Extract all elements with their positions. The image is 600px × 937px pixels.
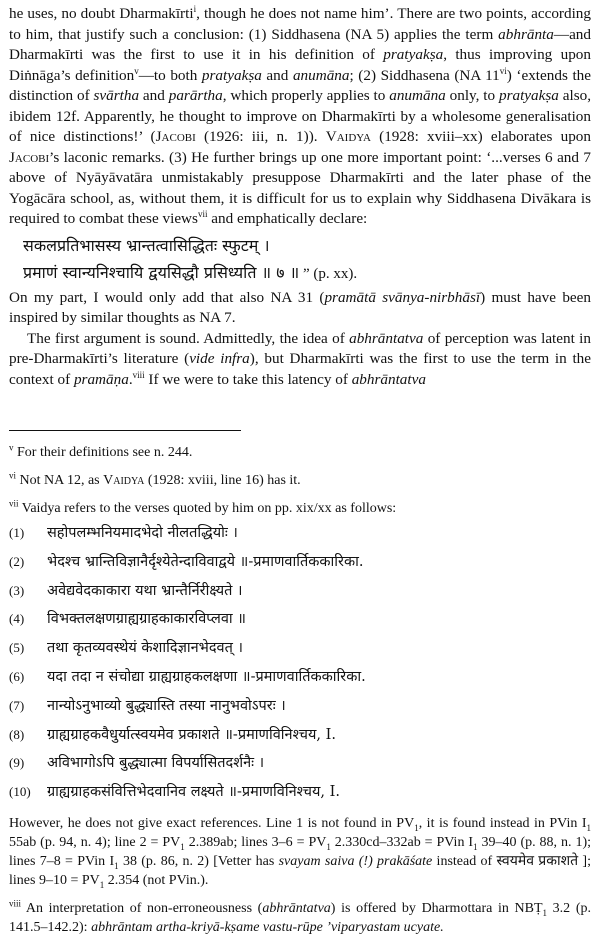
text-segment: and — [261, 66, 293, 84]
text-segment: anumāna — [292, 66, 350, 84]
text-segment: instead of — [432, 853, 497, 869]
text-segment: 3.2 (p. 141.5–142.2): — [9, 900, 592, 935]
text-segment: 55ab (p. 94, n. 4); line 2 = PV — [9, 834, 181, 850]
text-segment: ; (2) Siddhasena (NA 11 — [349, 66, 500, 84]
text-segment: abhrāntatva — [349, 329, 424, 347]
text-segment: Not NA 12, as — [16, 473, 104, 488]
verse-row — [9, 551, 591, 580]
text-segment: Vaidya refers to the verses quoted by him on pp. xix/xx as follows: — [18, 501, 397, 516]
verse-text: भेदश्च भ्रान्तिविज्ञानैर्दृश्येतेन्दाविवाद्वये ॥ — [47, 553, 249, 570]
verse-text: ग्राह्यग्राहकवैधुर्यात्स्वयमेव प्रकाशते ॥ — [47, 726, 233, 743]
verse-row — [9, 781, 591, 810]
text-segment: v — [9, 442, 14, 453]
text-segment: parārtha — [168, 87, 223, 104]
text-segment: (1928: xviii, line 16) has it. — [144, 473, 301, 488]
text-segment: —to both — [138, 66, 202, 84]
text-segment: . — [128, 370, 133, 388]
verse-number: (2) — [9, 553, 25, 569]
text-segment: svayam saiva (!) prakāśate — [278, 853, 433, 869]
verse-text: अविभागोऽपि बुद्ध्यात्मा विपर्यासितदर्शनैः । — [47, 755, 265, 772]
text-segment: An interpretation of non-erroneousness ( — [21, 900, 263, 916]
body-paragraph-1 — [9, 4, 591, 230]
footnote-viii — [9, 899, 591, 937]
verse-number: (9) — [9, 755, 25, 771]
text-segment: vi — [499, 65, 507, 76]
verse-number: (7) — [9, 697, 25, 713]
text-segment: 1 — [542, 907, 548, 918]
verse-text: नान्योऽनुभाव्यो बुद्ध्यास्ति तस्या नानुभवोऽपरः । — [47, 697, 286, 714]
text-segment: The first argument is sound. Admittedly, the idea of — [27, 329, 350, 347]
text-segment: Vaidya — [103, 473, 145, 488]
text-segment: vi — [9, 470, 17, 481]
text-segment: vii — [197, 208, 208, 219]
text-segment: i — [193, 3, 197, 14]
verse-text: सहोपलम्भनियमादभेदो नीलतद्धियोः । — [47, 525, 238, 541]
verse-number: (5) — [9, 640, 25, 656]
text-segment: Jacobi — [155, 128, 196, 145]
text-segment: If we were to take this latency of — [144, 370, 352, 388]
verse-source: -प्रमाणवार्तिककारिका. — [250, 668, 366, 685]
text-segment: v — [134, 65, 139, 76]
text-segment: svārtha — [93, 87, 140, 104]
verse-row — [9, 752, 591, 781]
verse-row — [9, 608, 591, 637]
text-segment: pratyakṣa — [498, 87, 559, 104]
text-segment: abhrāntatva — [262, 900, 331, 916]
text-segment: ) must have been inspired by similar thoughts as NA 7. — [9, 288, 592, 326]
text-segment: pramāṇa — [73, 370, 129, 388]
text-segment: ) is offered by Dharmottara in NBṬ — [330, 900, 543, 916]
text-segment: abhrāntatva — [351, 370, 426, 388]
body-paragraph-3 — [9, 329, 591, 391]
verse-text: अवेद्यवेदकाकारा यथा भ्रान्तैर्निरीक्ष्यते । — [47, 582, 243, 599]
text-segment: , it is found instead in PVin I — [418, 815, 587, 831]
text-segment: viii — [9, 898, 22, 909]
text-segment: 1 — [326, 841, 331, 852]
text-segment: 1 — [586, 822, 591, 833]
text-segment: On my part, I would only add that also NA 31 ( — [9, 288, 325, 306]
text-segment: 1 — [414, 822, 419, 833]
text-segment: ) ‘extends the distinction of — [9, 66, 591, 104]
verse-row — [9, 580, 591, 609]
footnote-separator — [9, 430, 241, 431]
text-segment: only, to — [445, 87, 499, 104]
text-segment: abhrānta — [498, 25, 554, 43]
text-segment: 1 — [180, 841, 185, 852]
verse-source: -प्रमाणविनिश्चय, I. — [236, 784, 340, 801]
text-segment: , which properly applies to — [222, 87, 390, 104]
text-segment: (1928: xviii–xx) elaborates upon — [370, 128, 591, 145]
page — [9, 4, 591, 937]
text-segment: viii — [132, 369, 145, 380]
footnote-v — [9, 443, 591, 462]
text-segment: abhrāntam artha-kriyā-kṣame vastu-rūpe ’viparyastam ucyate. — [91, 919, 444, 935]
text-segment: However, he does not give exact references. Line 1 is not found in PV — [9, 815, 415, 831]
text-segment: anumāna — [389, 87, 446, 104]
text-segment: 2.354 (not PVin.). — [104, 872, 209, 888]
text-segment: and emphatically declare: — [207, 210, 368, 227]
text-segment: and — [139, 87, 169, 104]
text-segment: of perception was latent in pre-Dharmakīrti’s literature ( — [9, 329, 591, 367]
verse-source: -प्रमाणविनिश्चय, I. — [232, 726, 336, 743]
text-segment: , thus improving upon Diṅnāga’s definition — [9, 46, 591, 84]
verse-number: (1) — [9, 525, 25, 540]
text-segment: he uses, no doubt Dharmakīrti — [9, 5, 194, 22]
text-segment: also, ibidem 12f. Apparently, he thought to improve on Dharmakīrti by a wholesome generalisation of nice distinctions!’ ( — [9, 87, 591, 145]
text-segment: —and Dharmakīrti was the first to use it in his definition of — [9, 25, 591, 63]
footnote-vi — [9, 471, 591, 490]
text-segment: 1 — [473, 841, 478, 852]
footnote-vii-tail — [9, 814, 591, 890]
text-segment: ’s laconic remarks. (3) He further brings up one more important point: ‘...verses 6 and 7 above of Nyāyāvatāra unmistakably presuppose Dharmakīrti and the later phase of the Yogācāra school, as, without them, it is difficult for us to explain why Siddhasena Divākara is required to combat these views — [9, 148, 591, 227]
verse-number: (8) — [9, 726, 25, 742]
verse-row — [9, 724, 591, 753]
verse-source: -प्रमाणवार्तिककारिका. — [248, 553, 364, 570]
text-segment: ]; lines 9–10 = PV — [9, 853, 591, 888]
text-segment: vide infra — [189, 350, 250, 367]
verse-row — [9, 695, 591, 724]
text-segment: Vaidya — [325, 128, 371, 145]
verse-text: विभक्तलक्षणग्राह्यग्राहकाकारविप्लवा ॥ — [47, 611, 246, 628]
text-segment: 39–40 (p. 88, n. 1); lines 7–8 = PVin I — [9, 834, 591, 869]
text-segment: ), but Dharmakīrti was the first to use the term in the context of — [9, 350, 592, 388]
verse-row — [9, 522, 591, 551]
sanskrit-verse-text: प्रमाणं स्वान्यनिश्चायि द्वयसिद्धौ प्रसिध्यति ॥ ७ ॥ — [23, 262, 300, 282]
verse-number: (4) — [9, 611, 25, 627]
text-segment: 1 — [99, 879, 105, 890]
verse-text: ग्राह्यग्राहकसंवित्तिभेदवानिव लक्ष्यते ॥ — [47, 784, 237, 801]
text-segment: vii — [9, 498, 19, 509]
verse-reference: ” (p. xx). — [299, 265, 358, 282]
sanskrit-verse-line-1: सकलप्रतिभासस्य भ्रान्तत्वासिद्धितः स्फुटम् । — [23, 235, 270, 255]
sanskrit-verse-line-2 — [23, 259, 591, 288]
text-segment: For their definitions see n. 244. — [13, 445, 193, 460]
text-segment: Jacobi — [9, 148, 50, 166]
text-segment: 2.330cd–332ab = PVin I — [330, 834, 474, 850]
text-segment: स्वयमेव प्रकाशते — [496, 853, 579, 869]
text-segment: pratyakṣa — [201, 66, 262, 84]
text-segment: 1 — [114, 860, 119, 871]
verse-number: (3) — [9, 582, 25, 598]
text-segment: , though he does not name him’. There are two points, according to him, that justify such a conclusion: (1) Siddhasena (NA 5) applies the term — [9, 5, 591, 43]
verse-text: यदा तदा न संचोद्या ग्राह्यग्राहकलक्षणा ॥ — [47, 668, 251, 685]
verse-row — [9, 637, 591, 666]
verse-number: (10) — [9, 784, 31, 800]
text-segment: 2.389ab; lines 3–6 = PV — [184, 834, 327, 850]
verse-text: तथा कृतव्यवस्थेयं केशादिज्ञानभेदवत् । — [47, 640, 243, 657]
text-segment: (1926: iii, n. 1)). — [195, 128, 326, 145]
verse-list — [9, 522, 591, 810]
text-segment: 38 (p. 86, n. 2) [Vetter has — [118, 853, 279, 869]
footnote-vii-intro — [9, 499, 591, 518]
verse-number: (6) — [9, 668, 25, 684]
text-segment: pratyakṣa — [383, 46, 444, 63]
verse-row — [9, 666, 591, 695]
body-paragraph-2 — [9, 288, 591, 329]
text-segment: pramātā svānya-nirbhāsī — [324, 288, 481, 306]
